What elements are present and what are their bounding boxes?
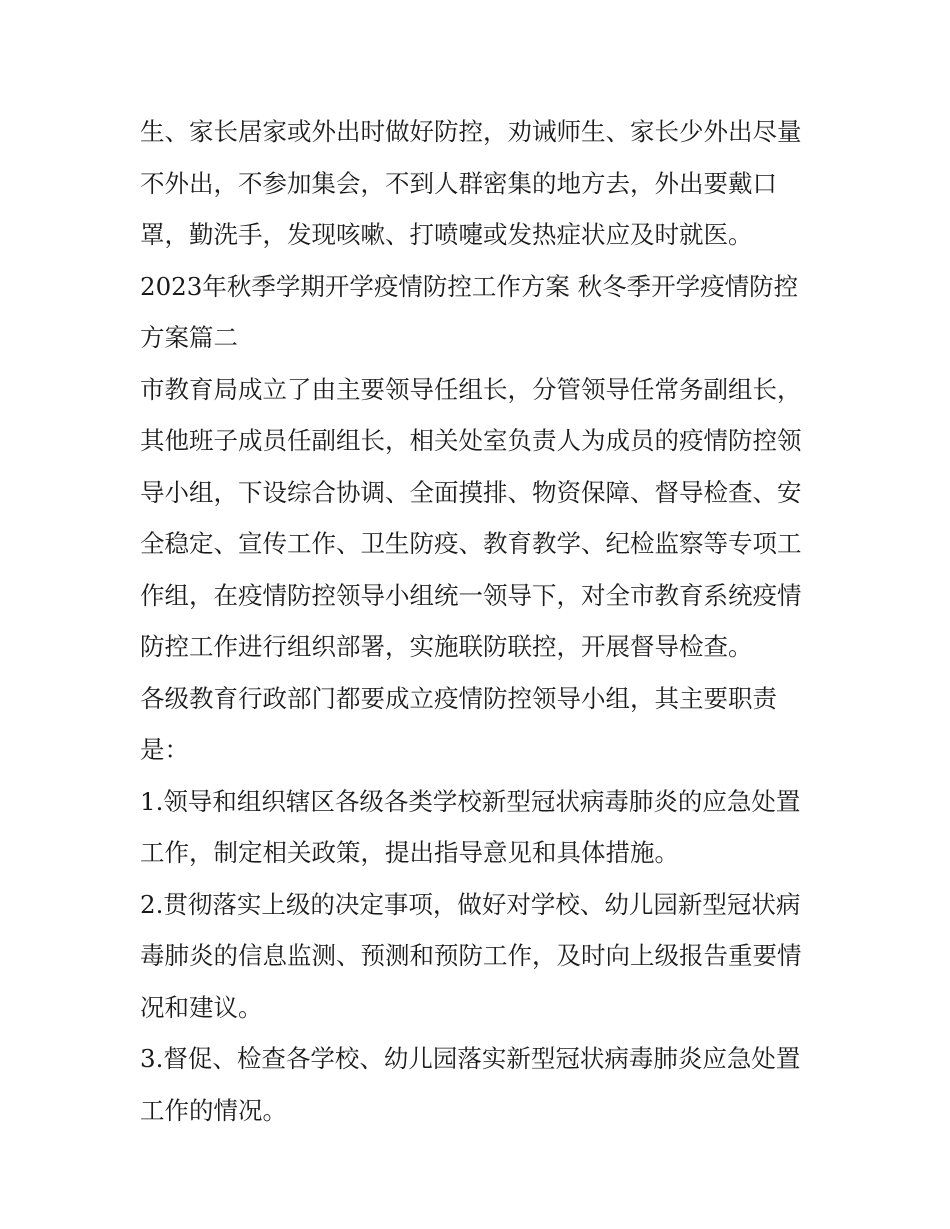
list-item-duty-2: 2.贯彻落实上级的决定事项，做好对学校、幼儿园新型冠状病毒肺炎的信息监测、预测和预防工作，及时向上级报告重要情况和建议。	[140, 889, 802, 1022]
list-item-duty-1: 1.领导和组织辖区各级各类学校新型冠状病毒肺炎的应急处置工作，制定相关政策，提出指导意见和具体措施。	[140, 786, 801, 867]
paragraph-continuation: 生、家长居家或外出时做好防控，劝诫师生、家长少外出尽量不外出，不参加集会，不到人群密集的地方去，外出要戴口罩，勤洗手，发现咳嗽、打喷嚏或发热症状应及时就医。	[140, 117, 802, 249]
section-heading: 2023年秋季学期开学疫情防控工作方案 秋冬季开学疫情防控方案篇二	[140, 271, 799, 352]
paragraph-leadership-group: 市教育局成立了由主要领导任组长，分管领导任常务副组长，其他班子成员任副组长，相关处室负责人为成员的疫情防控领导小组，下设综合协调、全面摸排、物资保障、督导检查、安全稳定、宣传工作、卫生防疫、教育教学、纪检监察等专项工作组，在疫情防控领导小组统一领导下，对全市教育系统疫情防控工作进行组织部署，实施联防联控，开展督导检查。	[140, 374, 802, 661]
document-page	[140, 106, 820, 1136]
list-item-duty-3: 3.督促、检查各学校、幼儿园落实新型冠状病毒肺炎应急处置工作的情况。	[140, 1044, 801, 1125]
paragraph-duties-intro: 各级教育行政部门都要成立疫情防控领导小组，其主要职责是：	[140, 683, 777, 764]
